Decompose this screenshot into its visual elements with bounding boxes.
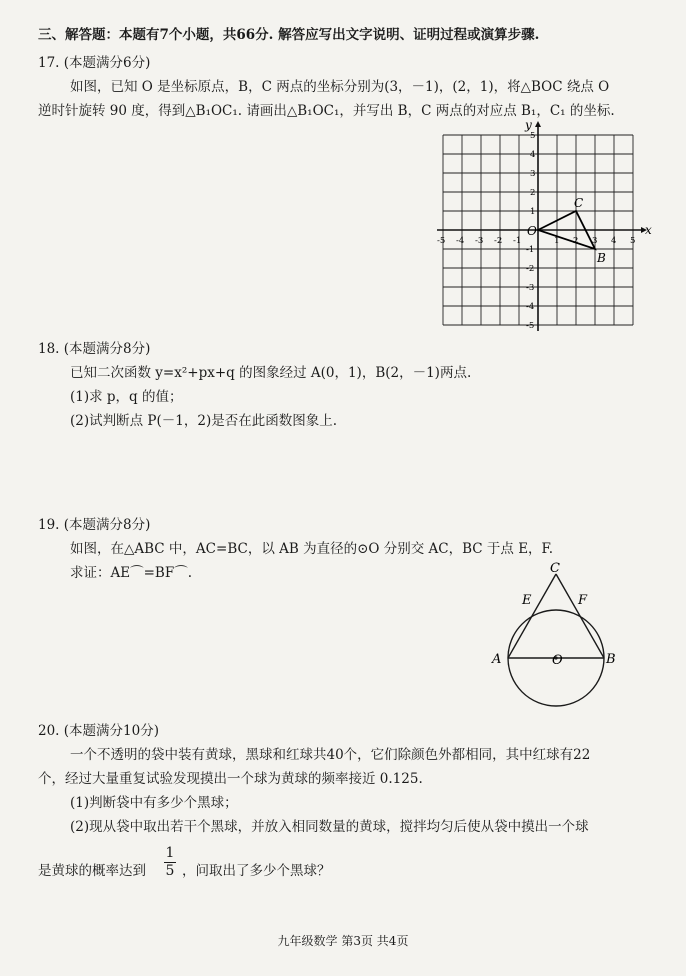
y-tick-label: 2 [530,188,536,198]
x-tick-label: -5 [437,236,446,246]
x-tick-label: 4 [611,236,617,246]
y-tick-label: 1 [530,207,536,217]
q19-line1: 如图，在△ABC 中，AC=BC，以 AB 为直径的⊙O 分别交 AC，BC 于点 E，F. [70,541,554,557]
side-bc [556,574,604,658]
x-tick-label: -3 [475,236,484,246]
q20-line5-suffix: ，问取出了多少个黑球？ [182,863,331,879]
y-tick-label: -3 [526,283,535,293]
x-tick-label: 3 [592,236,598,246]
q18-header: 18. (本题满分8分) [38,341,151,357]
y-tick-label: -1 [526,245,535,255]
q20-header: 20. (本题满分10分) [38,723,159,739]
q20-line3: (1)判断袋中有多少个黑球； [70,795,238,811]
label-o: O [552,653,563,668]
q20-line2: 个，经过大量重复试验发现摸出一个球为黄球的频率接近 0.125. [38,771,423,787]
x-tick-label: -4 [456,236,465,246]
point-b-label: B [597,251,606,265]
q19-line2: 求证：AE⌒=BF⌒. [70,565,192,581]
fraction-denominator: 5 [165,863,175,879]
label-c: C [550,561,560,576]
x-tick-label: 5 [630,236,636,246]
q18-line2: (1)求 p，q 的值； [70,389,183,405]
q17-line2: 逆时针旋转 90 度，得到△B₁OC₁. 请画出△B₁OC₁，并写出 B，C 两点的对应点 B₁，C₁ 的坐标. [38,103,615,119]
point-c-label: C [574,196,584,210]
x-tick-label: -2 [494,236,503,246]
y-tick-label: -4 [526,302,535,312]
side-ac [508,574,556,658]
q18-line1: 已知二次函数 y=x²+px+q 的图象经过 A(0，1)，B(2，－1)两点. [70,365,472,381]
x-axis-label: x [645,223,652,237]
page-footer: 九年级数学 第3页 共4页 [277,934,409,948]
y-tick-label: -2 [526,264,535,274]
origin-label: O [527,224,537,238]
q17-line1: 如图，已知 O 是坐标原点，B，C 两点的坐标分别为(3，－1)，(2，1)，将△BOC 绕点 O [70,79,610,95]
q18-line3: (2)试判断点 P(－1，2)是否在此函数图象上. [70,413,338,429]
y-tick-label: -5 [526,321,535,331]
label-b: B [606,652,616,667]
y-axis-arrow [535,121,541,127]
q20-line1: 一个不透明的袋中装有黄球，黑球和红球共40个，它们除颜色外都相同，其中红球有22 [70,747,591,763]
q20-line4: (2)现从袋中取出若干个黑球，并放入相同数量的黄球，搅拌均匀后使从袋中摸出一个球 [70,819,589,835]
q17-header: 17. (本题满分6分) [38,55,151,71]
q19-header: 19. (本题满分8分) [38,517,151,533]
x-tick-label: -1 [513,236,522,246]
y-tick-label: 3 [530,169,536,179]
y-tick-label: 4 [530,150,536,160]
y-axis-label: y [525,118,532,132]
label-f: F [578,593,588,608]
label-a: A [492,652,502,667]
label-e: E [522,593,532,608]
x-tick-label: 1 [554,236,560,246]
y-tick-label: 5 [530,131,536,141]
fraction-numerator: 1 [165,845,175,861]
q17-coordinate-grid [428,118,652,340]
q19-circle-figure [486,560,626,710]
q20-fraction [164,846,176,879]
x-tick-label: 2 [573,236,579,246]
q20-line5-prefix: 是黄球的概率达到 [38,863,146,879]
section-heading: 三、解答题：本题有7个小题，共66分. 解答应写出文字说明、证明过程或演算步骤. [38,27,540,43]
